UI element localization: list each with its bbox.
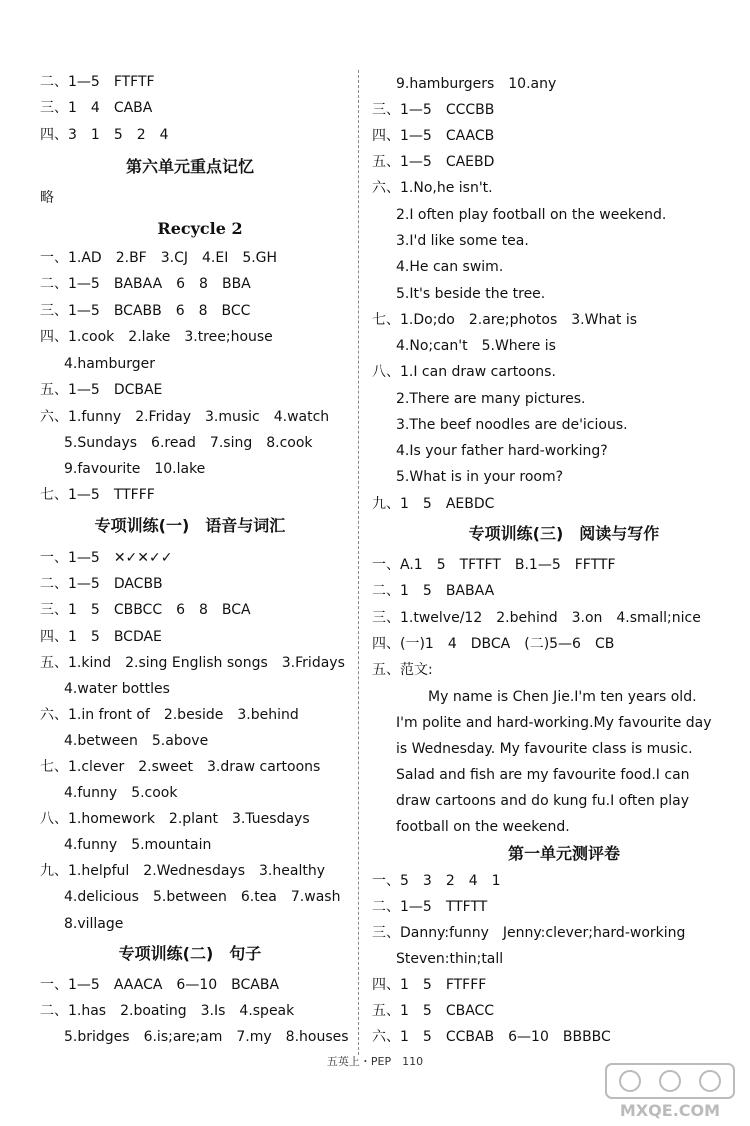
answer-line: 3.I'd like some tea. (396, 233, 529, 249)
answer-line: 二、1 5 BABAA (372, 583, 495, 599)
answer-line: 8.village (64, 916, 124, 932)
answer-line: 二、1—5 FTFTF (40, 74, 155, 90)
answer-line: 五、1—5 CAEBD (372, 154, 495, 170)
answer-line: 4.He can swim. (396, 259, 504, 275)
answer-line: 4.delicious 5.between 6.tea 7.wash (64, 889, 341, 905)
answer-line: 四、1—5 CAACB (372, 128, 495, 144)
page-footer: 五英上・PEP 110 (326, 1055, 424, 1068)
answer-line: 4.between 5.above (64, 733, 209, 749)
answer-line: 一、A.1 5 TFTFT B.1—5 FFTTF (372, 557, 616, 573)
svg-text:MXQE.COM: MXQE.COM (619, 1101, 721, 1120)
column-divider (358, 70, 359, 1055)
answer-line: 4.funny 5.cook (64, 785, 178, 801)
answer-line: 5.It's beside the tree. (396, 286, 546, 302)
answer-line: 四、1.cook 2.lake 3.tree;house (40, 329, 273, 345)
answer-line: 八、1.homework 2.plant 3.Tuesdays (40, 811, 310, 827)
answer-line: 一、1.AD 2.BF 3.CJ 4.EI 5.GH (40, 250, 278, 266)
section-heading: 专项训练(一) 语音与词汇 (94, 516, 286, 535)
answer-line: 5.Sundays 6.read 7.sing 8.cook (64, 435, 313, 451)
answer-line: 四、1 5 FTFFF (372, 977, 487, 993)
answer-line: 七、1.clever 2.sweet 3.draw cartoons (40, 759, 321, 775)
answer-line: 三、Danny:funny Jenny:clever;hard-working (372, 925, 686, 941)
answer-line: 一、5 3 2 4 1 (372, 873, 501, 889)
answer-line: 四、3 1 5 2 4 (40, 127, 169, 143)
answer-line: 略 (40, 190, 54, 206)
answer-line: 七、1—5 TTFFF (40, 487, 155, 503)
answer-line: 七、1.Do;do 2.are;photos 3.What is (372, 312, 638, 328)
answer-line: draw cartoons and do kung fu.I often play (396, 793, 689, 809)
answer-line: 4.funny 5.mountain (64, 837, 212, 853)
answer-line: 六、1.in front of 2.beside 3.behind (40, 707, 299, 723)
answer-line: 三、1 4 CABA (40, 100, 153, 116)
answer-line: 一、1—5 AAACA 6—10 BCABA (40, 977, 280, 993)
answer-line: 二、1—5 DACBB (40, 576, 163, 592)
section-heading: 第一单元测评卷 (507, 844, 620, 863)
answer-line: My name is Chen Jie.I'm ten years old. (428, 689, 697, 705)
answer-line: 2.I often play football on the weekend. (396, 207, 667, 223)
answer-line: 四、(一)1 4 DBCA (二)5—6 CB (372, 636, 615, 652)
answer-line: 五、范文: (372, 662, 433, 678)
answer-line: 2.There are many pictures. (396, 391, 586, 407)
answer-line: 9.favourite 10.lake (64, 461, 206, 477)
section-heading: 专项训练(三) 阅读与写作 (468, 524, 660, 543)
answer-line: 四、1 5 BCDAE (40, 629, 162, 645)
answer-line: I'm polite and hard-working.My favourite day (396, 715, 712, 731)
section-heading: Recycle 2 (157, 219, 243, 238)
answer-line: 三、1—5 CCCBB (372, 102, 495, 118)
answer-line: 二、1—5 TTFTT (372, 899, 488, 915)
answer-line: 4.No;can't 5.Where is (396, 338, 556, 354)
answer-line: 五、1 5 CBACC (372, 1003, 495, 1019)
answer-line: Steven:thin;tall (396, 951, 504, 967)
answer-line: football on the weekend. (396, 819, 570, 835)
answer-line: Salad and fish are my favourite food.I can (396, 767, 690, 783)
answer-line: 4.water bottles (64, 681, 170, 697)
section-heading: 第六单元重点记忆 (125, 157, 254, 176)
answer-line: 九、1 5 AEBDC (372, 496, 495, 512)
answer-line: 二、1.has 2.boating 3.Is 4.speak (40, 1003, 295, 1019)
answer-line: is Wednesday. My favourite class is music. (396, 741, 693, 757)
answer-line: 4.Is your father hard-working? (396, 443, 608, 459)
answer-line: 五、1—5 DCBAE (40, 382, 163, 398)
answer-line: 三、1.twelve/12 2.behind 3.on 4.small;nice (372, 610, 701, 626)
answer-line: 一、1—5 ✕✓✕✓✓ (40, 550, 173, 566)
answer-line: 4.hamburger (64, 356, 155, 372)
answer-line: 9.hamburgers 10.any (396, 76, 557, 92)
answer-line: 三、1 5 CBBCC 6 8 BCA (40, 602, 251, 618)
watermark-logo (600, 1062, 740, 1122)
answer-line: 5.What is in your room? (396, 469, 564, 485)
answer-line: 三、1—5 BCABB 6 8 BCC (40, 303, 251, 319)
answer-line: 九、1.helpful 2.Wednesdays 3.healthy (40, 863, 325, 879)
answer-line: 5.bridges 6.is;are;am 7.my 8.houses (64, 1029, 349, 1045)
answer-line: 六、1 5 CCBAB 6—10 BBBBC (372, 1029, 611, 1045)
answer-line: 六、1.No,he isn't. (372, 180, 493, 196)
answer-line: 八、1.I can draw cartoons. (372, 364, 556, 380)
answer-line: 3.The beef noodles are de'icious. (396, 417, 628, 433)
section-heading: 专项训练(二) 句子 (118, 944, 262, 963)
answer-line: 五、1.kind 2.sing English songs 3.Fridays (40, 655, 345, 671)
answer-line: 二、1—5 BABAA 6 8 BBA (40, 276, 251, 292)
answer-line: 六、1.funny 2.Friday 3.music 4.watch (40, 409, 330, 425)
